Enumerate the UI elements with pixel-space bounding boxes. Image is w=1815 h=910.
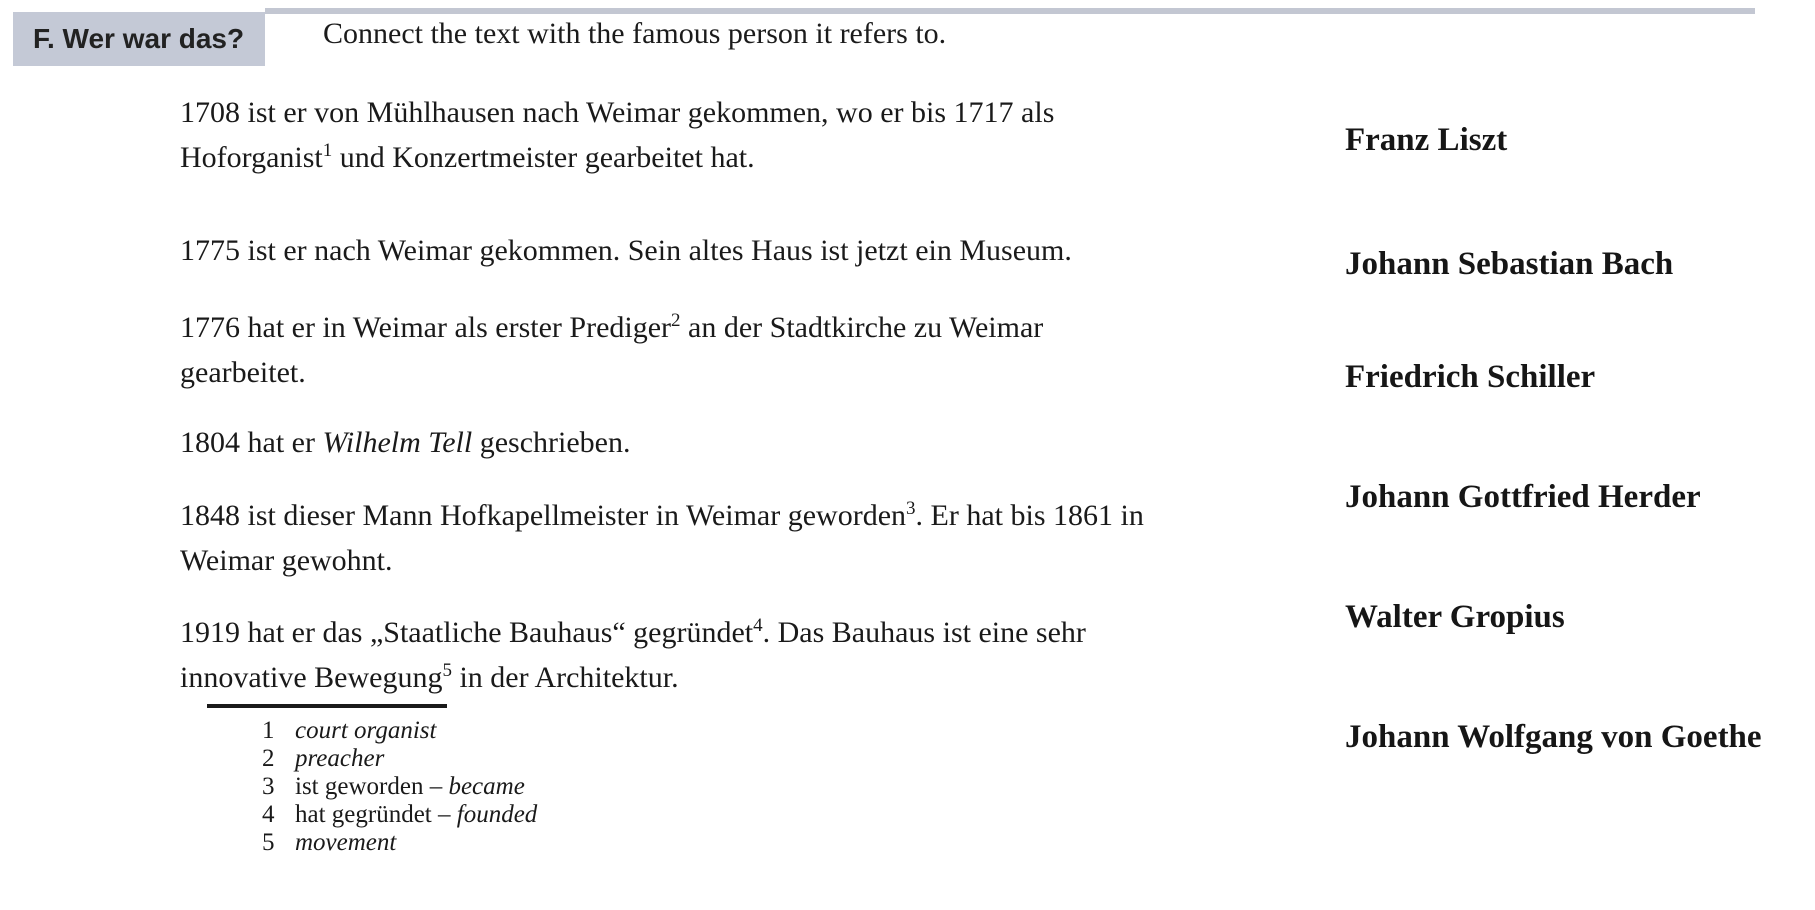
footnote-number: 1 <box>262 717 275 744</box>
footnote-rule <box>207 704 447 708</box>
footnote-4 <box>207 801 537 829</box>
name-option-franz-liszt: Franz Liszt <box>1345 122 1508 158</box>
match-item-1775 <box>180 228 1330 273</box>
match-texts <box>180 90 1330 727</box>
footnote-2 <box>207 745 537 773</box>
text-segment: 1776 hat er in Weimar als erster Prediger <box>180 311 672 344</box>
match-item-1804 <box>180 420 1330 465</box>
footnote-translation: became <box>448 773 525 800</box>
footnote-roman: ist geworden – <box>295 773 449 800</box>
text-segment: und Konzertmeister gearbeitet hat. <box>332 141 755 174</box>
footnote-translation: court organist <box>295 717 437 744</box>
footnote-ref-1: 1 <box>322 140 333 161</box>
match-item-1848 <box>180 493 1330 583</box>
name-option-friedrich-schiller: Friedrich Schiller <box>1345 359 1596 395</box>
match-item-1776 <box>180 305 1330 395</box>
footnote-number: 2 <box>262 745 275 772</box>
name-option-johann-wolfgang-von-goethe: Johann Wolfgang von Goethe <box>1345 719 1762 755</box>
text-segment: 1775 ist er nach Weimar gekommen. Sein altes Haus ist jetzt ein Museum. <box>180 234 1072 267</box>
text-segment: in der Architektur. <box>451 661 679 694</box>
text-segment: 1848 ist dieser Mann Hofkapellmeister in Weimar geworden <box>180 499 907 532</box>
footnote-1 <box>207 717 537 745</box>
footnote-3 <box>207 773 537 801</box>
header-rule <box>265 8 1755 14</box>
text-segment: an der Stadtkirche zu Weimar <box>680 311 1044 344</box>
match-item-1919 <box>180 610 1330 700</box>
footnote-number: 3 <box>262 773 275 800</box>
text-segment: 1804 hat er <box>180 426 323 459</box>
footnote-5 <box>207 829 537 857</box>
name-option-walter-gropius: Walter Gropius <box>1345 599 1565 635</box>
footnote-ref-2: 2 <box>671 310 681 331</box>
footnote-translation: preacher <box>295 745 385 772</box>
text-segment: gearbeitet. <box>180 356 306 389</box>
text-segment: Weimar gewohnt. <box>180 544 393 577</box>
section-label <box>13 12 265 66</box>
text-segment: 1919 hat er das „Staatliche Bauhaus“ gegründet <box>180 616 754 649</box>
text-segment: innovative Bewegung <box>180 661 443 694</box>
footnote-roman: hat gegründet – <box>295 801 457 828</box>
match-item-1708 <box>180 90 1330 180</box>
footnotes <box>207 704 537 857</box>
book-title-wilhelm-tell: Wilhelm Tell <box>322 426 473 459</box>
footnote-ref-4: 4 <box>753 615 763 636</box>
footnote-number: 5 <box>262 829 275 856</box>
name-option-johann-sebastian-bach: Johann Sebastian Bach <box>1345 246 1674 282</box>
footnote-translation: founded <box>456 801 538 828</box>
footnote-number: 4 <box>262 801 275 828</box>
text-segment: . Das Bauhaus ist eine sehr <box>762 616 1086 649</box>
section-label-text: F. Wer war das? <box>33 23 245 54</box>
text-segment: Hoforganist <box>180 141 323 174</box>
instruction-text: Connect the text with the famous person it refers to. <box>323 17 947 50</box>
text-segment: . Er hat bis 1861 in <box>915 499 1144 532</box>
footnote-ref-3: 3 <box>906 498 916 519</box>
footnote-translation: movement <box>295 829 397 856</box>
name-option-johann-gottfried-herder: Johann Gottfried Herder <box>1345 479 1701 515</box>
text-segment: 1708 ist er von Mühlhausen nach Weimar gekommen, wo er bis 1717 als <box>180 96 1055 129</box>
footnote-ref-5: 5 <box>442 660 452 681</box>
text-segment: geschrieben. <box>472 426 631 459</box>
